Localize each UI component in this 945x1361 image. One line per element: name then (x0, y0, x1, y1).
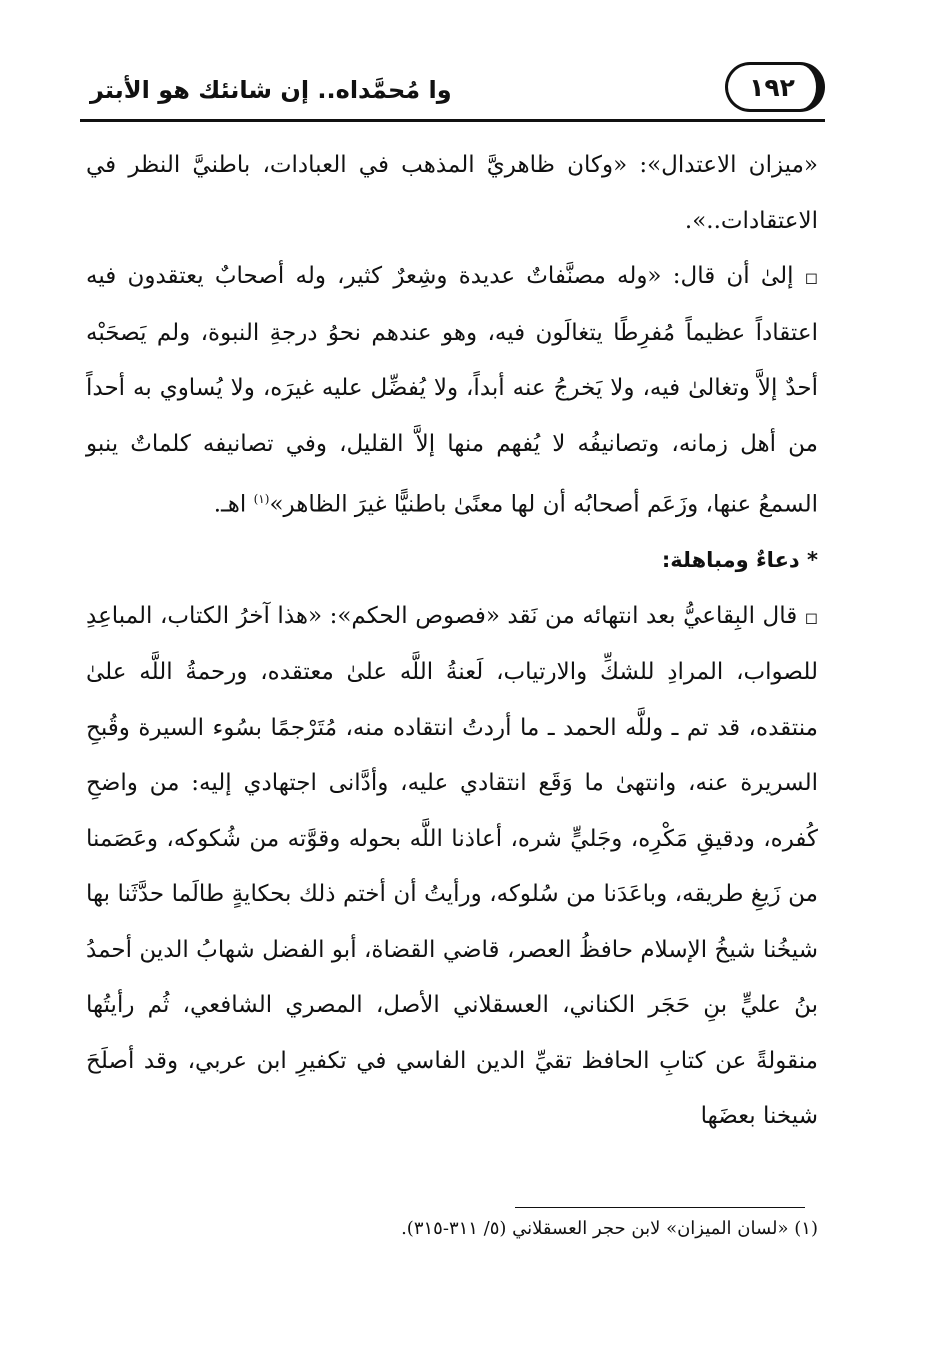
paragraph-2 (86, 249, 818, 533)
header-divider (80, 119, 825, 122)
footnote-reference[interactable]: (١) (253, 492, 270, 506)
asterisk-icon: * (807, 548, 818, 573)
footnote: (١) «لسان الميزان» لابن حجر العسقلاني (٥/ ٣١١-٣١٥). (401, 1218, 818, 1239)
page-number: ١٩٢ (725, 62, 825, 112)
paragraph-2-text: إلىٰ أن قال: «وله مصنَّفاتٌ عديدة وشِعرٌ كثير، وله أصحابٌ يعتقدون فيه اعتقاداً عظيماً مُفرِطًا يتغالَون فيه، وهو عندهم نحوُ درجةِ النبوة، ولم يَصحَبْه أحدٌ إلاَّ وتغالىٰ فيه، ولا يَخرجُ عنه أبداً، ولا يُفضِّل عليه غيرَه، ولا يُساوي به أحداً من أهل زمانه، وتصانيفُه لا يُفهم منها إلاَّ القليل، وفي تصانيفه كلماتٌ ينبو السمعُ عنها، وزَعَم أصحابُه أن لها معنًىٰ باطنيًّا غيرَ الظاهر» (86, 263, 818, 518)
section-heading (86, 533, 818, 589)
main-text (86, 138, 818, 1145)
paragraph-3-text: قال البِقاعيُّ بعد انتهائه من نَقد «فصوص الحكم»: «هذا آخرُ الكتاب، المباعِدِ للصواب، المرادِ للشكِّ والارتياب، لَعنةُ اللَّه علىٰ معتقده، ورحمةُ اللَّه علىٰ منتقده، قد تم ـ وللَّه الحمد ـ ما أردتُ انتقاده منه، مُتَرْجمًا بسُوء السيرة وقُبحِ السريرة عنه، وانتهىٰ ما وَقَع انتقادي عليه، وأدَّانى اجتهادي إليه: من واضحِ كُفره، ودقيقِ مَكْرِه، وجَليٍّ شره، أعاذنا اللَّه بحوله وقوَّته من شُكوكه، وعَصَمنا من زَيغِ طريقه، وباعَدَنا من سُلوكه، ورأيتُ أن أختم ذلك بحكايةٍ طالَما حدَّثَنا بها شيخُنا شيخُ الإسلام حافظُ العصر، قاضي القضاة، أبو الفضل شهابُ الدين أحمدُ بنُ عليٍّ بنِ حَجَر الكناني، العسقلاني الأصل، المصري الشافعي، ثُم رأيتُها منقولةً عن كتابِ الحافظ تقيِّ الدين الفاسي في تكفيرِ ابن عربي، وقد أصلَحَ شيخنا بعضَها (86, 602, 818, 1130)
section-heading-text: دعاءٌ ومباهلة: (661, 548, 800, 573)
running-title: وا مُحمَّداه.. إن شانئك هو الأبتر (90, 76, 452, 104)
paragraph-marker-icon: ◻ (804, 607, 819, 627)
paragraph-1-text: «ميزان الاعتدال»: «وكان ظاهريَّ المذهب في العبادات، باطنيَّ النظر في الاعتقادات..». (86, 152, 818, 234)
footnote-divider (515, 1207, 805, 1208)
paragraph-3 (86, 589, 818, 1145)
paragraph-marker-icon: ◻ (804, 268, 819, 287)
paragraph-1 (86, 138, 818, 249)
page-header (80, 62, 825, 124)
paragraph-2-end: اهـ. (213, 491, 254, 518)
